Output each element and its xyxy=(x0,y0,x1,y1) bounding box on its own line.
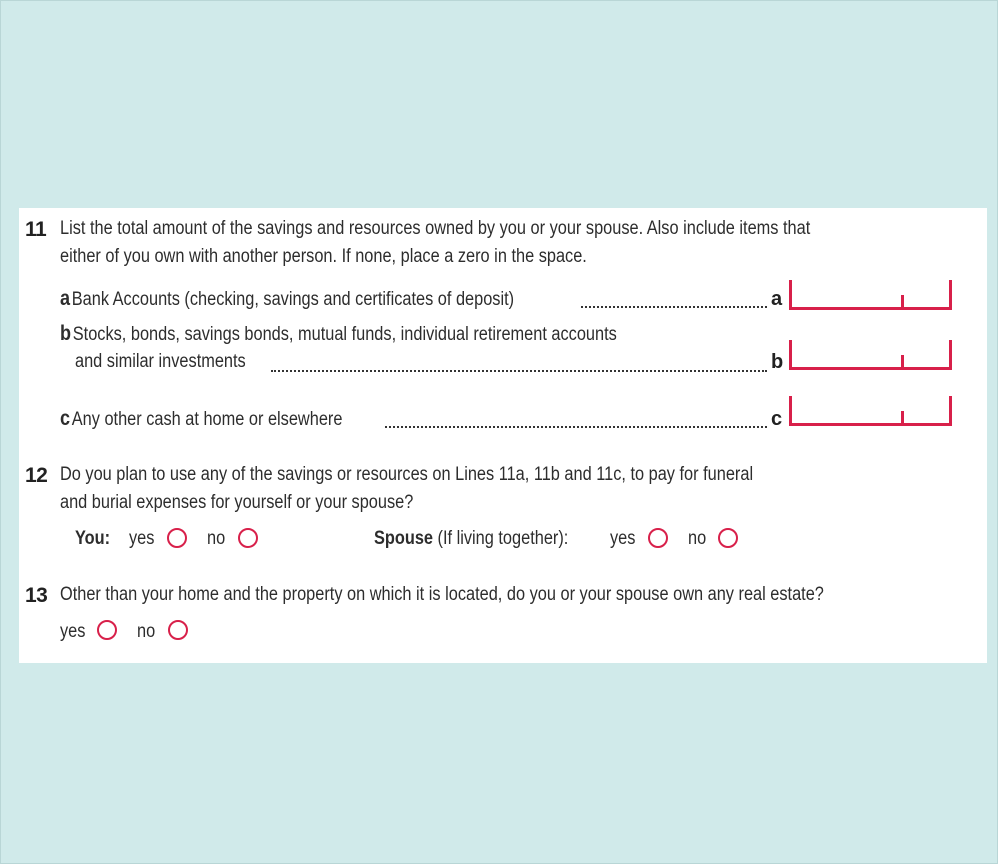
item-11b-label-line1 xyxy=(60,322,617,346)
item-11c-amount-field[interactable] xyxy=(789,396,952,426)
item-11a-amount-field[interactable] xyxy=(789,280,952,310)
question-11-text-line2: either of you own with another person. If none, place a zero in the space. xyxy=(60,246,587,267)
item-11a-letter: a xyxy=(60,287,71,310)
spouse-label: Spouse xyxy=(374,528,434,549)
item-11c-leader-dots xyxy=(385,426,767,428)
item-11b-text-line2: and similar investments xyxy=(75,351,246,372)
item-11c-letter: c xyxy=(60,407,71,430)
item-11a-leader-dots xyxy=(581,306,767,308)
real-estate-no-label: no xyxy=(137,621,156,642)
item-11a-end-letter: a xyxy=(771,288,783,310)
question-13-number: 13 xyxy=(25,584,48,607)
question-11-number: 11 xyxy=(25,218,47,241)
spouse-label-group xyxy=(374,528,568,550)
item-11c-label xyxy=(60,407,342,431)
spouse-no-radio[interactable] xyxy=(718,528,738,548)
item-11b-text-line1: Stocks, bonds, savings bonds, mutual funds, individual retirement accounts xyxy=(72,324,617,345)
you-yes-label: yes xyxy=(129,528,155,549)
item-11a-text: Bank Accounts (checking, savings and certificates of deposit) xyxy=(71,289,515,310)
form-panel xyxy=(19,208,987,663)
question-13-text: Other than your home and the property on which it is located, do you or your spouse own any real estate? xyxy=(60,584,824,605)
real-estate-yes-radio[interactable] xyxy=(97,620,117,640)
question-12-text-line2: and burial expenses for yourself or your spouse? xyxy=(60,492,414,513)
question-11-text-line1: List the total amount of the savings and resources owned by you or your spouse. Also include items that xyxy=(60,218,811,239)
question-12-text-line1: Do you plan to use any of the savings or resources on Lines 11a, 11b and 11c, to pay for funeral xyxy=(60,464,754,485)
you-yes-radio[interactable] xyxy=(167,528,187,548)
you-label: You: xyxy=(75,528,111,549)
item-11c-text: Any other cash at home or elsewhere xyxy=(71,409,343,430)
spouse-yes-label: yes xyxy=(610,528,636,549)
real-estate-no-radio[interactable] xyxy=(168,620,188,640)
question-12-number: 12 xyxy=(25,464,48,487)
item-11b-letter: b xyxy=(60,322,72,345)
item-11b-leader-dots xyxy=(271,370,767,372)
you-no-label: no xyxy=(207,528,226,549)
item-11a-label xyxy=(60,287,514,311)
item-11b-end-letter: b xyxy=(771,351,784,373)
item-11b-amount-field[interactable] xyxy=(789,340,952,370)
spouse-note: (If living together): xyxy=(437,528,569,549)
item-11c-end-letter: c xyxy=(771,408,783,430)
spouse-no-label: no xyxy=(688,528,707,549)
you-no-radio[interactable] xyxy=(238,528,258,548)
real-estate-yes-label: yes xyxy=(60,621,86,642)
spouse-yes-radio[interactable] xyxy=(648,528,668,548)
